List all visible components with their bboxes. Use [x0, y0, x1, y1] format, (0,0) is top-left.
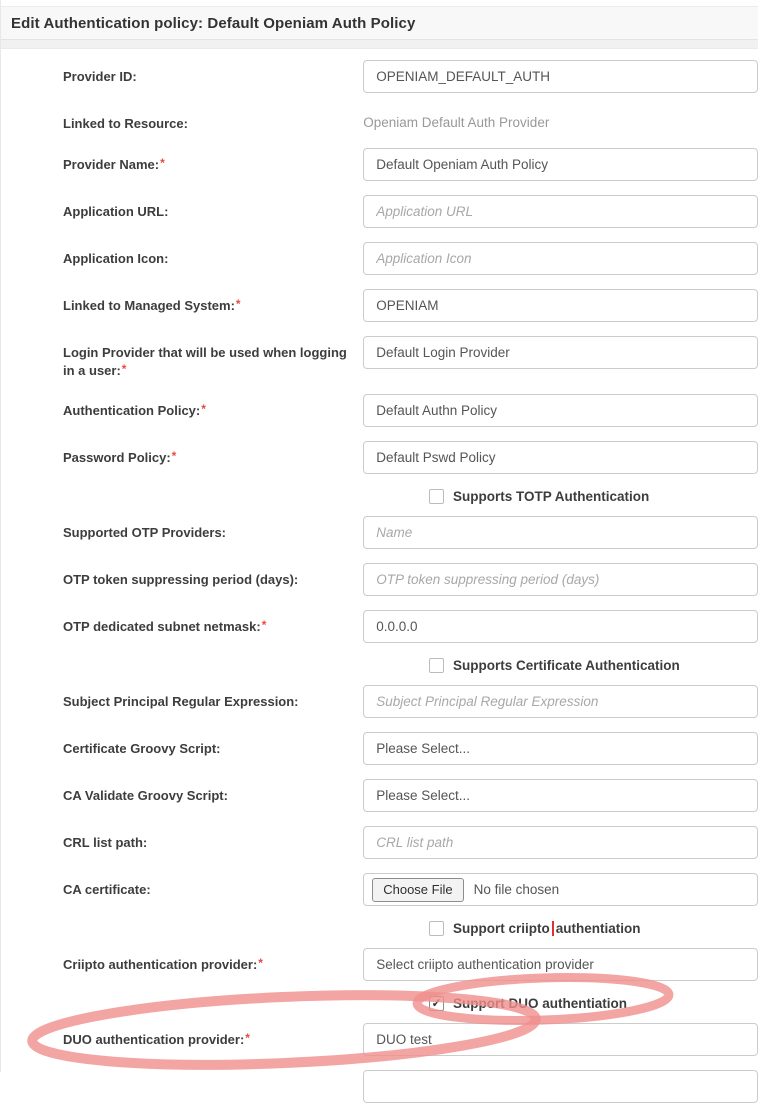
panel-header	[1, 6, 758, 40]
certificate-groovy-select[interactable]	[363, 732, 758, 765]
required-asterisk	[261, 619, 267, 634]
duo-provider-input[interactable]	[363, 1023, 758, 1056]
field-label: Linked to Managed System: *	[1, 289, 363, 315]
field-label: Supported OTP Providers:	[63, 525, 227, 540]
field-row-ca-validate-groovy	[1, 779, 758, 812]
field-label: CRL list path:	[63, 835, 148, 850]
field-row-provider-id	[1, 60, 758, 93]
field-row-certificate-groovy	[1, 732, 758, 765]
supports-certificate-label[interactable]: Supports Certificate Authentication	[453, 657, 680, 673]
password-policy-input[interactable]	[363, 441, 758, 474]
required-asterisk	[244, 1032, 250, 1047]
managed-system-input[interactable]	[363, 289, 758, 322]
field-label: Password Policy: *	[1, 441, 363, 467]
crl-list-path-input[interactable]	[363, 826, 758, 859]
ca-validate-groovy-select[interactable]	[363, 779, 758, 812]
required-asterisk	[200, 403, 206, 418]
support-criipto-checkbox[interactable]	[429, 921, 444, 936]
field-label: Application Icon:	[63, 251, 169, 266]
field-row-ca-certificate	[1, 873, 758, 906]
field-label: OTP token suppressing period (days):	[63, 572, 299, 587]
field-row-authentication-policy	[1, 394, 758, 427]
field-label: Provider Name: *	[1, 148, 363, 174]
field-row-otp-providers	[1, 516, 758, 549]
provider-name-input[interactable]	[363, 148, 758, 181]
supports-totp-row	[429, 488, 758, 504]
text-cursor	[552, 921, 554, 936]
field-row-crl-list-path	[1, 826, 758, 859]
field-row-otp-subnet-netmask	[1, 610, 758, 643]
supports-certificate-checkbox[interactable]	[429, 658, 444, 673]
field-label: OTP dedicated subnet netmask: *	[1, 610, 363, 636]
field-row-application-url	[1, 195, 758, 228]
supports-totp-checkbox[interactable]	[429, 489, 444, 504]
otp-providers-input[interactable]	[363, 516, 758, 549]
field-label: Login Provider that will be used when logging in a user: *	[1, 336, 363, 380]
file-chosen-status: No file chosen	[473, 882, 560, 897]
field-label	[1, 1070, 363, 1078]
field-row-password-policy	[1, 441, 758, 474]
field-row-otp-suppressing-period	[1, 563, 758, 596]
support-criipto-row	[429, 920, 758, 936]
choose-file-button[interactable]: Choose File	[372, 878, 463, 902]
login-provider-input[interactable]	[363, 336, 758, 369]
next-field-input[interactable]	[363, 1070, 758, 1103]
field-row-provider-name	[1, 148, 758, 181]
field-row-criipto-provider	[1, 948, 758, 981]
field-label: Linked to Resource:	[63, 116, 188, 131]
panel-divider	[1, 40, 758, 49]
field-label: Certificate Groovy Script:	[63, 741, 221, 756]
required-asterisk	[171, 450, 177, 465]
ca-certificate-file-input	[363, 873, 758, 906]
supports-totp-label[interactable]: Supports TOTP Authentication	[453, 488, 650, 504]
field-row-duo-provider	[1, 1023, 758, 1056]
field-label: Provider ID:	[63, 69, 137, 84]
application-icon-input[interactable]	[363, 242, 758, 275]
field-label: Criipto authentication provider: *	[1, 948, 363, 974]
field-label: Subject Principal Regular Expression:	[63, 694, 299, 709]
field-label: CA certificate:	[63, 882, 151, 897]
support-criipto-label[interactable]: Support criipto authentiation	[453, 920, 641, 936]
required-asterisk	[257, 957, 263, 972]
page-title: Edit Authentication policy: Default Openiam Auth Policy	[11, 14, 416, 32]
authentication-policy-input[interactable]	[363, 394, 758, 427]
field-label: DUO authentication provider: *	[1, 1023, 363, 1049]
support-duo-checkbox[interactable]	[429, 996, 444, 1011]
application-url-input[interactable]	[363, 195, 758, 228]
linked-resource-value: Openiam Default Auth Provider	[363, 115, 550, 130]
field-row-next-partial	[1, 1070, 758, 1103]
provider-id-input[interactable]	[363, 60, 758, 93]
field-row-login-provider	[1, 336, 758, 380]
field-label: CA Validate Groovy Script:	[63, 788, 228, 803]
supports-certificate-row	[429, 657, 758, 673]
support-duo-label[interactable]: Support DUO authentiation	[453, 995, 627, 1011]
auth-policy-form	[1, 49, 758, 1103]
field-label: Application URL:	[63, 204, 169, 219]
field-row-linked-resource	[1, 107, 758, 135]
required-asterisk	[121, 363, 127, 378]
required-asterisk	[235, 298, 241, 313]
field-row-managed-system	[1, 289, 758, 322]
otp-suppressing-period-input[interactable]	[363, 563, 758, 596]
otp-subnet-netmask-input[interactable]	[363, 610, 758, 643]
field-row-application-icon	[1, 242, 758, 275]
required-asterisk	[159, 157, 165, 172]
support-duo-row	[429, 995, 758, 1011]
subject-principal-regex-input[interactable]	[363, 685, 758, 718]
field-row-subject-principal-regex	[1, 685, 758, 718]
criipto-provider-select[interactable]	[363, 948, 758, 981]
field-label: Authentication Policy: *	[1, 394, 363, 420]
